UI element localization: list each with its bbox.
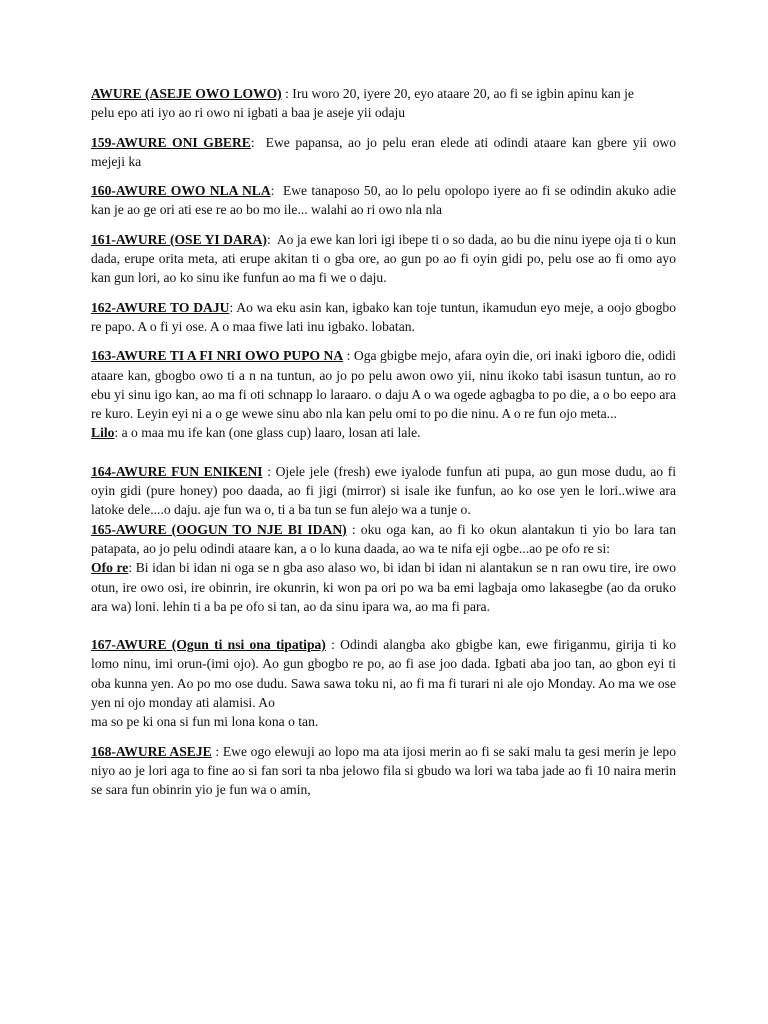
entry-161: [91, 230, 676, 288]
entry-heading: 159-AWURE ONI GBERE: [91, 134, 251, 150]
incantation-label: Ofo re: [91, 560, 129, 576]
entry-164: [91, 462, 676, 520]
entry-body-continuation: pelu epo ati iyo ao ri owo ni igbati a baa je aseje yii odaju: [91, 105, 406, 121]
entry-163: [91, 346, 676, 442]
entry-heading: 167-AWURE (Ogun ti nsi ona tipatipa): [91, 637, 326, 653]
entry-body: Ewe tanaposo 50, ao lo pelu opolopo iyere ao fi se odindin akuko adie kan je ao ge ori ati ese re ao bo mo ile... walahi ao ri owo nla nla: [91, 183, 677, 218]
usage-body: a o maa mu ife kan (one glass cup) laaro, losan ati lale.: [121, 425, 421, 441]
incantation-separator: :: [128, 560, 136, 576]
entry-separator: :: [262, 463, 276, 479]
entry-separator: :: [325, 637, 341, 653]
entry-heading: 164-AWURE FUN ENIKENI: [91, 463, 263, 479]
entry-165: [91, 520, 676, 616]
entry-167: [91, 635, 676, 731]
entry-heading: 163-AWURE TI A FI NRI OWO PUPO NA: [91, 348, 344, 364]
document-page: [91, 84, 676, 810]
entry-heading: 160-AWURE OWO NLA NLA: [91, 183, 271, 199]
entry-body-continuation: ma so pe ki ona si fun mi lona kona o tan.: [91, 714, 319, 730]
usage-separator: :: [114, 425, 122, 441]
entry-heading: 161-AWURE (OSE YI DARA): [91, 231, 267, 247]
entry-body: Ewe ogo elewuji ao lopo ma ata ijosi merin ao fi se saki malu ta gesi merin je lepo niyo ao je lori aga to fine ao si fan sori ta nba jelowo fila si gbudo wa lori wa taba jade ao fi 10 naira merin se sara fun obinrin yio je fun wa o amin,: [91, 743, 677, 798]
entry-heading: AWURE (ASEJE OWO LOWO): [91, 86, 282, 101]
entry-162: [91, 298, 676, 337]
entry-body: Ao ja ewe kan lori igi ibepe ti o so dada, ao bu die ninu iyepe oja ti o kun dada, erupe orita meta, ati erupe akitan ti o gba ore, ao gun po ao fi oyin gidi po, pelu ose ao fi omo ayo kan gun lori, ao ko sinu ike funfun ao ma fi we o daju.: [91, 231, 677, 286]
entry-160: [91, 181, 676, 220]
entry-separator: :: [270, 183, 283, 199]
entry-body: Iru woro 20, iyere 20, eyo ataare 20, ao fi se igbin apinu kan je: [292, 86, 634, 101]
entry-body: Ao wa eku asin kan, igbako kan toje tuntun, ikamudun eyo meje, a oojo gbogbo re papo. A o fi yi ose. A o maa fiwe lati inu igbako. lobatan.: [91, 299, 676, 334]
entry-separator: :: [211, 743, 223, 759]
entry-separator: :: [266, 231, 277, 247]
entry-body: Ojele jele (fresh) ewe iyalode funfun ati pupa, ao gun mose dudu, ao fi oyin gidi (pure honey) poo daada, ao fi jigi (mirror) si isale ike funfun, ao ko ose yen le lori..wiwe ara latoke dele....o daju. aje fun wa o, ti a ba tun se fun alejo wa a tunje o.: [91, 463, 676, 518]
entry-body: oku oga kan, ao fi ko okun alantakun ti yio bo lara tan patapata, ao jo pelu odindi ataare kan, a o lo kuna daada, ao wa te nifa eji ogbe...ao pe ofo re si:: [91, 521, 677, 556]
entry-159: [91, 133, 676, 172]
entry-body: Ewe papansa, ao jo pelu eran elede ati odindi ataare kan gbere yii owo mejeji ka: [91, 134, 677, 169]
entry-separator: :: [281, 86, 293, 101]
entry-separator: :: [343, 348, 354, 364]
entry-heading: 162-AWURE TO DAJU: [91, 299, 230, 315]
entry-separator: :: [250, 134, 266, 150]
entry-separator: :: [346, 521, 361, 537]
entry-separator: :: [229, 299, 237, 315]
entry-aseje-owo-lowo: [91, 84, 676, 123]
incantation-body: Bi idan bi idan ni oga se n gba aso alaso wo, bi idan bi idan ni alantakun se n ran owu tire, ire owo otun, ire owo osi, ire obinrin, ire okunrin, ki won pa ori po wa ba emi lagbaja omo lakasegbe (ao da oruko ara wa) loni. lehin ti a ba pe ofo si tan, ao da sinu ipara wa, ao ma fi para.: [91, 560, 676, 614]
incantation-note: [91, 558, 676, 616]
entry-body: Odindi alangba ako gbigbe kan, ewe firiganmu, girija ti ko lomo ninu, imi orun-(imi ojo). Ao gun gbogbo re po, ao fi ase joo dada. Igbati aba joo tan, ao gbon eyi ti oba kunna yen. Ao po mo ose dudu. Sawa sawa toku ni, ao fi ma fi turari ni ale ojo Monday. Ao ma we ose yen ni ojo monday ati alamisi. Ao: [91, 637, 676, 711]
entry-168: [91, 742, 676, 800]
entry-heading: 168-AWURE ASEJE: [91, 743, 212, 759]
entry-heading: 165-AWURE (OOGUN TO NJE BI IDAN): [91, 521, 347, 537]
usage-label: Lilo: [91, 425, 115, 441]
entry-body: Oga gbigbe mejo, afara oyin die, ori inaki igboro die, odidi ataare kan, gbogbo owo ti a n na tuntun, ao jo po pelu awon owo yii, ninu ikoko tabi isasun tuntun, ao ro ebu yi sinu igo kan, ao ma fi oti schnapp lo laraaro. o daju A o wa ogede agbagba to po die, a o bo eepo ara re kuro. Leyin eyi ni a o ge wewe sinu abo nla kan pelu omi to po die ninu. A o re fun ojo meta...: [91, 348, 676, 422]
usage-note: [91, 423, 676, 442]
